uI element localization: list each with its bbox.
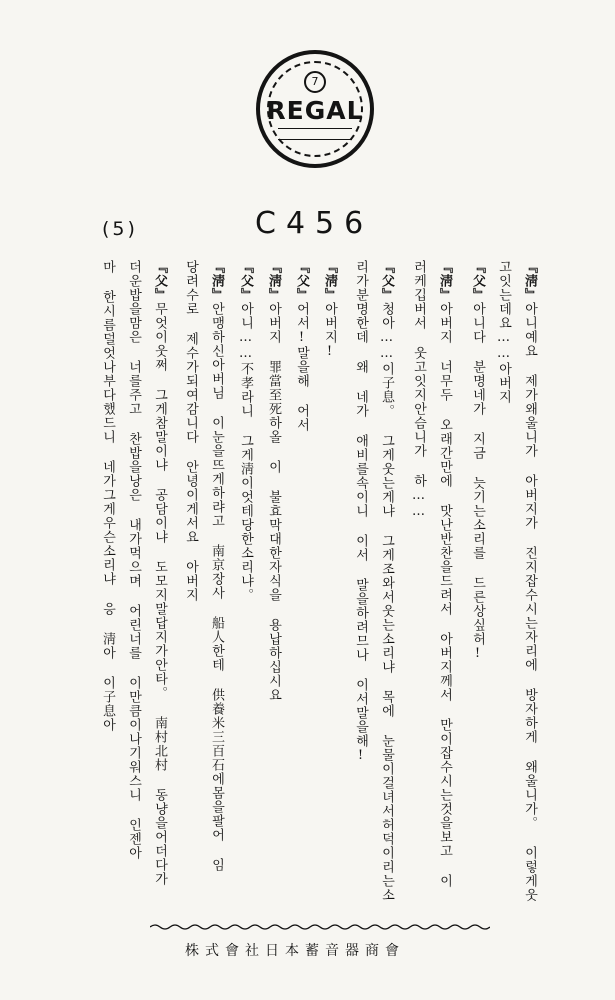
company-footer: 株式會社日本蓄音器商會 bbox=[185, 943, 405, 959]
line-text: 아버지 너무두 오래간만에 맛난반찬을드려서 아버지께서 만이잡수시는것을보고 이 bbox=[437, 302, 452, 888]
wavy-divider bbox=[150, 923, 490, 931]
script-line bbox=[492, 260, 514, 910]
line-text: 당려수로 제수가되여감니다 안녕이게서요 아버지 bbox=[183, 260, 198, 602]
regal-logo bbox=[256, 50, 374, 168]
line-text: 아니다 분명네가 지금 늣기는소리를 드른상싶허! bbox=[470, 302, 485, 662]
speaker-label: 『淸』 bbox=[266, 260, 281, 302]
script-line bbox=[466, 260, 488, 910]
line-text: 리가분명한데 왜 네가 애비를속이니 이서 말을하려므나 이서말을해! bbox=[353, 260, 368, 764]
speaker-label: 『淸』 bbox=[437, 260, 452, 302]
speaker-label: 『淸』 bbox=[322, 260, 337, 302]
script-line bbox=[96, 260, 118, 910]
speaker-label: 『父』 bbox=[294, 260, 309, 302]
record-number: C456 bbox=[255, 206, 374, 241]
line-text: 아버지 罪當至死하올 이 불효막대한자식을 용납하십시요 bbox=[266, 302, 281, 702]
line-text: 러케깁버서 웃고잇지안슴니가 하…… bbox=[411, 260, 426, 520]
line-text: 아버지! bbox=[322, 302, 337, 360]
script-line bbox=[148, 260, 170, 910]
script-line bbox=[290, 260, 312, 910]
script-line bbox=[179, 260, 201, 910]
logo-brand-text: REGAL bbox=[266, 96, 364, 125]
script-line bbox=[205, 260, 227, 910]
line-text: 안맹하신아버님 이눈을뜨게하랴고 南京장사 船人한테 供養米三百石에몸을팔어 임 bbox=[209, 302, 224, 872]
speaker-label: 『父』 bbox=[379, 260, 394, 302]
line-text: 어서!말을해 어서 bbox=[294, 302, 309, 432]
line-text: 아니예요 제가왜울니가 아버지가 진지잡수시는자리에 방자하게 왜울니가。 이렇게웃 bbox=[522, 302, 537, 902]
line-text: 마 한시름덜엇나부다했드니 네가그게우슨소리냐 응 淸아 이子息아 bbox=[100, 260, 115, 732]
speaker-label: 『淸』 bbox=[522, 260, 537, 302]
speaker-label: 『淸』 bbox=[209, 260, 224, 302]
speaker-label: 『父』 bbox=[470, 260, 485, 302]
line-text: 고잇는데요……아버지 bbox=[496, 260, 511, 404]
line-text: 무엇이웃쩌 그게참말이냐 공담이냐 도모지말답지가안타。 南村北村 동냥을어더다가 bbox=[152, 302, 167, 886]
script-line bbox=[349, 260, 371, 910]
script-line bbox=[318, 260, 340, 910]
script-line bbox=[407, 260, 429, 910]
script-line bbox=[122, 260, 144, 910]
speaker-label: 『父』 bbox=[152, 260, 167, 302]
page-number: (5) bbox=[102, 218, 138, 240]
logo-fine-print-band bbox=[278, 128, 352, 140]
line-text: 청아……이子息。 그게웃는게냐 그게조와서웃는소리냐 목에 눈물이걸녀서허덕이리는소 bbox=[379, 302, 394, 902]
script-line bbox=[518, 260, 540, 910]
script-line bbox=[262, 260, 284, 910]
script-line bbox=[234, 260, 256, 910]
speaker-label: 『父』 bbox=[238, 260, 253, 302]
script-line bbox=[433, 260, 455, 910]
script-text-block bbox=[80, 260, 540, 910]
logo-badge: 7 bbox=[304, 71, 326, 93]
script-line bbox=[375, 260, 397, 910]
line-text: 아니……不孝라니 그게淸이엇테당한소리냐。 bbox=[238, 302, 253, 602]
line-text: 더운밥을맘은 너를주고 찬밥을낭은 내가먹으며 어린너를 이만큼이나기워스니 인젠아 bbox=[126, 260, 141, 860]
